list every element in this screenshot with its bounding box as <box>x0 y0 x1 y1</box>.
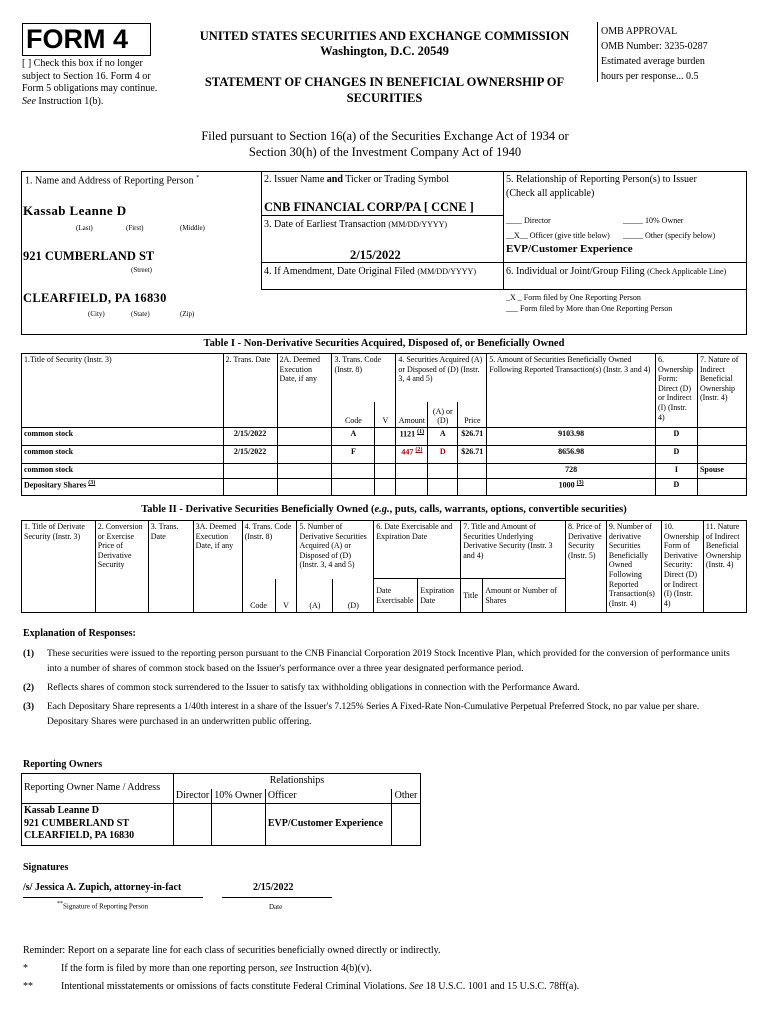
date-label: Date <box>269 903 283 911</box>
table2: 1. Title of Derivate Security (Instr. 3) 2. Conversion or Exercise Price of Derivative Security 3. Trans. Date 3A. Deemed Execution Date, if any 4. Trans. Code (Instr. 8) 5. Number of Derivative Securities Acquired (A) or Disposed of (D) (Instr. 3, 4 and 5) 6. Date Exercisable and Expiration Date 7. Title and Amount of Securities Underlying Derivative Security (Instr. 3 and 4) 8. Price of Derivative Security (Instr. 5) 9. Number of derivative Securities Beneficially Owned Following Reported Transaction(s) (Instr. 4) 10. Ownership Form of Derivative Security: Direct (D) or Indirect (I) (Instr. 4) 11. Nature of Indirect Beneficial Ownership (Instr. 4) Code V (A) (D) Date Exercisable Expiration Date Title Amount or Number of Shares <box>21 520 747 613</box>
issuer-name: CNB FINANCIAL CORP/PA [ CCNE ] <box>264 200 474 214</box>
signature-label: **Signature of Reporting Person <box>57 901 148 911</box>
filed-pursuant: Filed pursuant to Section 16(a) of the Securities Exchange Act of 1934 or Section 30(h) of the Investment Company Act of 1940 <box>201 129 569 159</box>
table2-title: Table II - Derivative Securities Beneficially Owned (e.g., puts, calls, warrants, options, convertible securities) <box>141 504 627 515</box>
table-row: common stock 2/15/2022 F 447 $^{(2)}$ D $26.71 8656.98 D <box>22 446 747 464</box>
box1-label: 1. Name and Address of Reporting Person * <box>25 175 200 187</box>
officer-title: EVP/Customer Experience <box>506 243 633 255</box>
agency-heading: UNITED STATES SECURITIES AND EXCHANGE COMMISSION Washington, D.C. 20549 <box>199 29 570 58</box>
t1-h-nature: 7. Nature of Indirect Beneficial Ownership (Instr. 4) <box>697 354 746 428</box>
table-row: Depositary Shares $^{(3)}$ 1000 $^{(3)}$ D <box>22 479 747 496</box>
other-checkbox[interactable]: _____ Other (specify below) <box>623 231 716 240</box>
footnote-link[interactable]: (2) <box>415 447 423 453</box>
table-row: common stock 728 I Spouse <box>22 464 747 479</box>
owners-table: Reporting Owner Name / Address Relationships Director 10% Owner Officer Other Kassab Leanne D 921 CUMBERLAND ST CLEARFIELD, PA 16830 EVP/Customer Experience <box>21 773 421 846</box>
table1-title: Table I - Non-Derivative Securities Acquired, Disposed of, or Beneficially Owned <box>203 338 565 349</box>
explanation-heading: Explanation of Responses: <box>23 628 136 639</box>
omb-approval: OMB APPROVAL OMB Number: 3235-0287 Estimated average burden hours per response... 0.5 <box>601 26 708 82</box>
reminder-note-2: ** Intentional misstatements or omissions of facts constitute Federal Criminal Violations. See 18 U.S.C. 1001 and 15 U.S.C. 78ff(a). <box>23 981 580 992</box>
signature-date: 2/15/2022 <box>253 882 294 893</box>
officer-checkbox[interactable]: __X__ Officer (give title below) <box>506 231 610 240</box>
table1: 1.Title of Security (Instr. 3) 2. Trans. Date 2A. Deemed Execution Date, if any 3. Trans. Code (Instr. 8) 4. Securities Acquired (A) or Disposed of (D) (Instr. 3, 4 and 5) 5. Amount of Securities Beneficially Owned Following Reported Transaction(s) (Instr. 3 and 4) 6. Ownership Form: Direct (D) or Indirect (I) (Instr. 4) 7. Nature of Indirect Beneficial Ownership (Instr. 4) Code V Amount (A) or (D) Price common stock 2/15/2022 A 1121 $^{(1)}$ A $26.71 9103.98 D common stock 2/15/2022 F 447 $^{(2)}$ D $26.71 8656.98 D common stock 728 I Spouse Depositary Shares $^{(3)}$ 1000 $^{(3)}$ D <box>21 353 747 496</box>
footnote-1: (1) These securities were issued to the reporting person pursuant to the CNB Financial Corporation 2019 Stock Incentive Plan, which provided for the conversion of performance units into a number of shares of common stock based on the Issuer's performance over a three year designated performance period. <box>23 649 730 674</box>
filing-multiple-persons[interactable]: ___ Form filed by More than One Reporting Person <box>506 304 673 313</box>
footnote-2: (2) Reflects shares of common stock surrendered to the Issuer to satisfy tax withholding obligations in connection with the Performance Award. <box>23 683 580 693</box>
footnote-link[interactable]: (1) <box>417 429 425 435</box>
box4-label: 4. If Amendment, Date Original Filed (MM/DD/YYYY) <box>264 266 476 277</box>
box2-label: 2. Issuer Name and Ticker or Trading Symbol <box>264 174 450 185</box>
t1-h-title: 1.Title of Security (Instr. 3) <box>22 354 224 428</box>
t1-h-form: 6. Ownership Form: Direct (D) or Indirect (I) (Instr. 4) <box>655 354 697 428</box>
signature-value: /s/ Jessica A. Zupich, attorney-in-fact <box>23 882 182 893</box>
earliest-transaction-date: 2/15/2022 <box>350 248 401 262</box>
reporting-person-name: Kassab Leanne D <box>23 203 127 218</box>
t1-h-owned: 5. Amount of Securities Beneficially Owned Following Reported Transaction(s) (Instr. 3 and 4) <box>487 354 656 428</box>
reporting-person-city: CLEARFIELD, PA 16830 <box>23 291 167 305</box>
footnote-link[interactable]: (3) <box>576 480 584 486</box>
director-checkbox[interactable]: ____ Director <box>506 216 551 225</box>
section16-checkbox-note: [ ] Check this box if no longer subject to Section 16. Form 4 or Form 5 obligations may continue. See Instruction 1(b). <box>22 58 158 107</box>
box3-label: 3. Date of Earliest Transaction (MM/DD/YYYY) <box>264 219 448 230</box>
owner-name-address: Kassab Leanne D 921 CUMBERLAND ST CLEARFIELD, PA 16830 <box>22 804 174 846</box>
reminder: Reminder: Report on a separate line for each class of securities beneficially owned directly or indirectly. <box>23 945 441 956</box>
t1-h-date: 2. Trans. Date <box>223 354 277 428</box>
t1-h-deemed: 2A. Deemed Execution Date, if any <box>277 354 332 428</box>
footnote-link[interactable]: (3) <box>88 480 96 486</box>
box5-label: 5. Relationship of Reporting Person(s) to Issuer (Check all applicable) <box>506 174 697 199</box>
form-title: FORM 4 <box>26 24 129 54</box>
statement-heading: STATEMENT OF CHANGES IN BENEFICIAL OWNERSHIP OF SECURITIES <box>204 75 565 105</box>
ten-percent-owner-checkbox[interactable]: _____ 10% Owner <box>623 216 684 225</box>
footnote-3: (3) Each Depositary Share represents a 1/40th interest in a share of the Issuer's 7.125% Series A Fixed-Rate Non-Cumulative Perpetual Preferred Stock, no par value per share. Depositary Shares were purchased in an underwritten public offering. <box>23 702 700 727</box>
signatures-heading: Signatures <box>23 862 69 873</box>
section16-checkbox[interactable]: [ ] <box>22 58 32 69</box>
t1-h-code: 3. Trans. Code (Instr. 8) <box>332 354 396 402</box>
filing-one-person[interactable]: _X _ Form filed by One Reporting Person <box>506 293 641 302</box>
reminder-note-1: * If the form is filed by more than one reporting person, see Instruction 4(b)(v). <box>23 963 372 974</box>
form-title-box <box>22 23 151 56</box>
reporting-person-street: 921 CUMBERLAND ST <box>23 249 155 263</box>
t1-h-acquired: 4. Securities Acquired (A) or Disposed of (D) (Instr. 3, 4 and 5) <box>396 354 487 402</box>
box6-label: 6. Individual or Joint/Group Filing (Check Applicable Line) <box>506 266 727 277</box>
owners-heading: Reporting Owners <box>23 759 103 770</box>
explanation-list <box>23 647 743 730</box>
table-row: common stock 2/15/2022 A 1121 $^{(1)}$ A $26.71 9103.98 D <box>22 428 747 446</box>
table-row: Kassab Leanne D 921 CUMBERLAND ST CLEARFIELD, PA 16830 EVP/Customer Experience <box>22 804 421 846</box>
